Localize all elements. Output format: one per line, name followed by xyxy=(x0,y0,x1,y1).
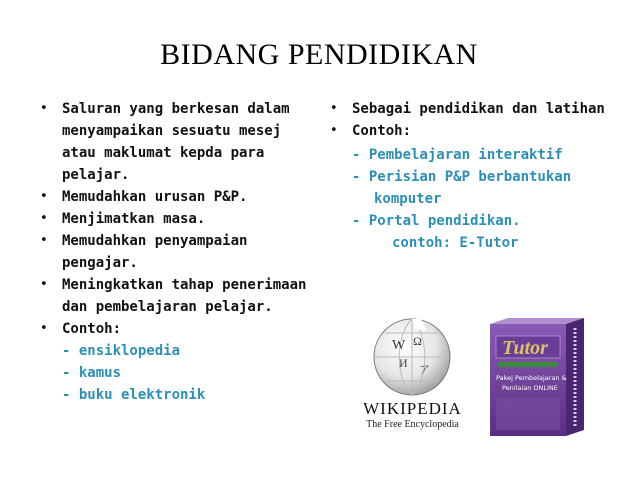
etutor-product-box xyxy=(480,318,592,438)
list-item xyxy=(330,98,630,120)
list-item xyxy=(40,274,320,318)
list-item xyxy=(40,208,320,230)
right-column xyxy=(330,98,630,254)
wikipedia-tagline: The Free Encyclopedia xyxy=(366,419,459,430)
svg-text:W: W xyxy=(392,338,406,353)
list-item xyxy=(40,230,320,274)
svg-text:ア: ア xyxy=(419,364,430,376)
left-column xyxy=(40,98,320,406)
item-text: Sebagai pendidikan dan latihan xyxy=(352,101,605,117)
slide-title: BIDANG PENDIDIKAN xyxy=(160,38,478,71)
list-item xyxy=(40,318,320,340)
item-text: Menjimatkan masa. xyxy=(62,211,206,227)
list-item xyxy=(40,186,320,208)
example-item: - Portal pendidikan. xyxy=(352,213,521,229)
example-item: - Pembelajaran interaktif xyxy=(352,147,563,163)
item-text: Meningkatkan tahap penerimaan dan pembelajaran pelajar. xyxy=(62,277,307,315)
bullet-icon: • xyxy=(330,123,338,138)
item-text: Contoh: xyxy=(62,321,122,337)
bullet-icon: • xyxy=(40,321,48,336)
bullet-icon: • xyxy=(40,101,48,116)
wikipedia-globe-icon xyxy=(355,315,470,399)
svg-text:И: И xyxy=(399,356,408,370)
example-item: - buku elektronik xyxy=(62,387,206,403)
example-item: - kamus xyxy=(62,365,122,381)
list-item xyxy=(40,98,320,186)
item-text: Contoh: xyxy=(352,123,412,139)
item-text: Saluran yang berkesan dalam menyampaikan sesuatu mesej atau maklumat kepda para pelajar. xyxy=(62,101,290,183)
svg-text:Ω: Ω xyxy=(413,334,422,348)
bullet-icon: • xyxy=(330,101,338,116)
wikipedia-logo xyxy=(355,315,470,435)
bullet-icon: • xyxy=(40,211,48,226)
etutor-logo-text: Tutor xyxy=(502,337,548,359)
example-item: - ensiklopedia xyxy=(62,343,181,359)
bullet-icon: • xyxy=(40,277,48,292)
list-item xyxy=(330,120,630,142)
item-text: Memudahkan penyampaian pengajar. xyxy=(62,233,248,271)
example-item: contoh: E-Tutor xyxy=(392,235,519,251)
example-item: - Perisian P&P berbantukan xyxy=(352,169,572,185)
item-text: Memudahkan urusan P&P. xyxy=(62,189,248,205)
etutor-box-image xyxy=(480,318,592,438)
example-item: komputer xyxy=(374,191,442,207)
etutor-line2: Penilaian ONLINE xyxy=(502,384,558,392)
etutor-line1: Pakej Pembelajaran & xyxy=(496,374,567,382)
bullet-icon: • xyxy=(40,233,48,248)
bullet-icon: • xyxy=(40,189,48,204)
wikipedia-wordmark: WIKIPEDIA xyxy=(363,399,462,418)
